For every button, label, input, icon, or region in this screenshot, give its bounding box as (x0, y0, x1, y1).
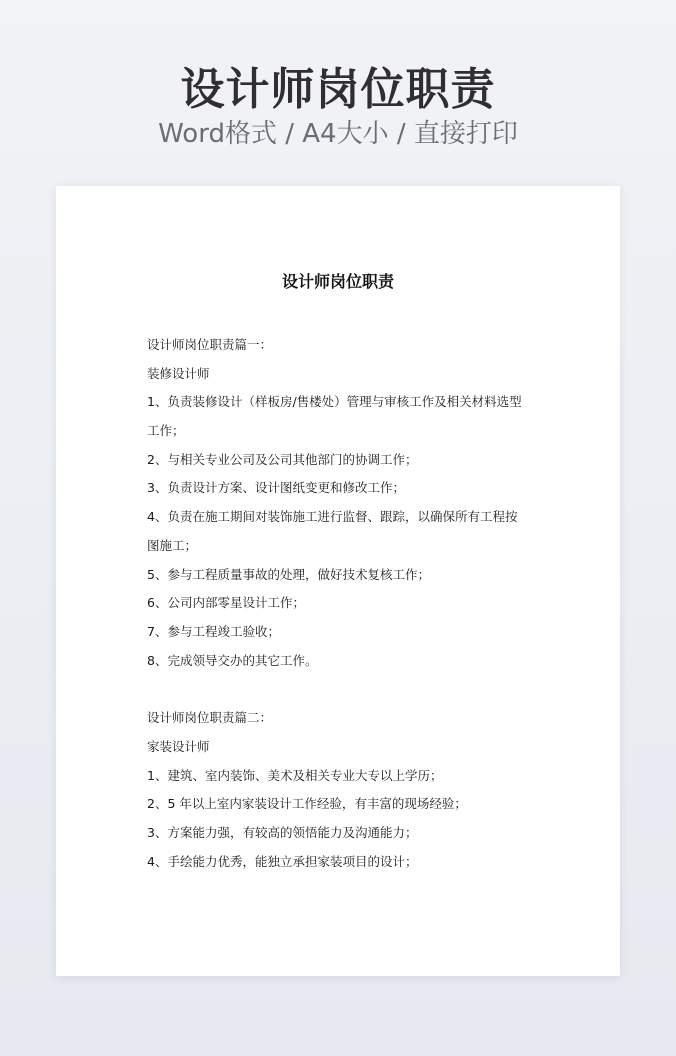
section-header: 设计师岗位职责篇二： (147, 710, 273, 726)
duty-line: 8、完成领导交办的其它工作。 (147, 652, 318, 668)
document-heading: 设计师岗位职责 (281, 272, 394, 291)
duty-line: 2、与相关专业公司及公司其他部门的协调工作； (147, 451, 418, 467)
duty-line: 4、负责在施工期间对装饰施工进行监督、跟踪，以确保所有工程按 (147, 509, 518, 525)
duty-line: 3、负责设计方案、设计图纸变更和修改工作； (147, 480, 405, 496)
duty-line: 3、方案能力强，有较高的领悟能力及沟通能力； (147, 825, 418, 840)
duty-line: 1、建筑、室内装饰、美术及相关专业大专以上学历； (147, 767, 443, 783)
duty-line: 5、参与工程质量事故的处理，做好技术复核工作； (147, 566, 430, 582)
duty-line: 2、5 年以上室内家装设计工作经验，有丰富的现场经验； (147, 796, 467, 812)
duty-line: 7、参与工程竣工验收； (147, 623, 280, 639)
banner (0, 0, 676, 186)
section-role: 装修设计师 (147, 365, 210, 381)
section-role: 家装设计师 (147, 738, 210, 754)
duty-line: 4、手绘能力优秀，能独立承担家装项目的设计； (147, 853, 418, 869)
section-header: 设计师岗位职责篇一： (147, 337, 273, 352)
duty-line: 1、负责装修设计（样板房/售楼处）管理与审核工作及相关材料选型 (147, 394, 522, 410)
document-page (56, 186, 620, 976)
document-body (147, 336, 537, 881)
banner-title: 设计师岗位职责 (180, 64, 496, 115)
banner-subtitle: Word格式 / A4大小 / 直接打印 (158, 119, 518, 149)
duty-line: 图施工； (147, 537, 198, 553)
duty-line: 6、公司内部零星设计工作； (147, 595, 305, 611)
duty-line: 工作； (147, 423, 185, 439)
